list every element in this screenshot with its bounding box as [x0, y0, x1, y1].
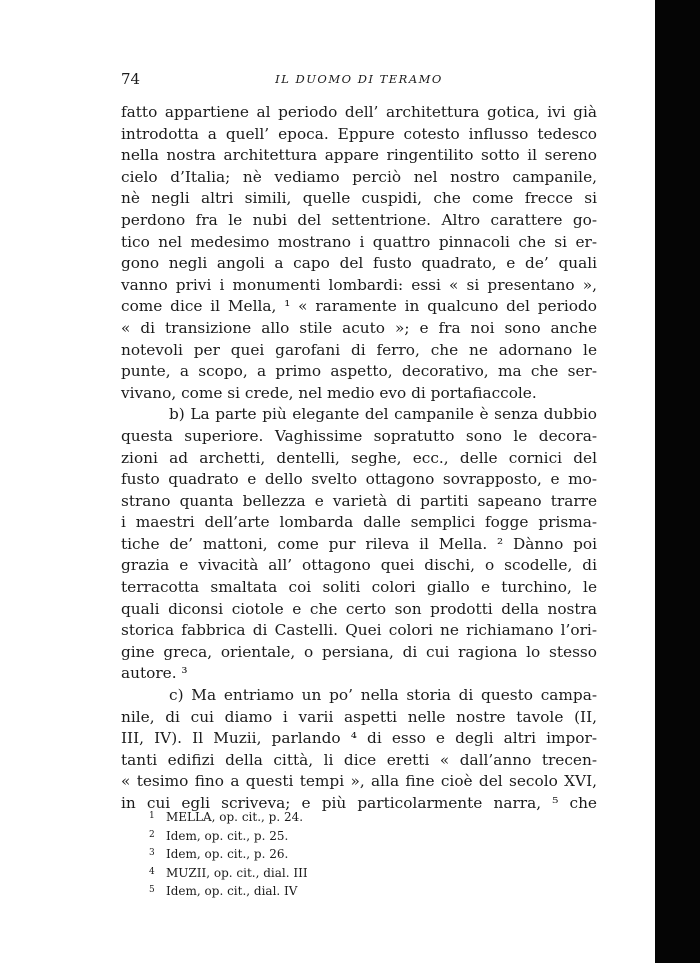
text-line: III, IV). Il Muzii, parlando ⁴ di esso e degli altri impor-: [121, 729, 597, 748]
text-line: quali diconsi ciotole e che certo son prodotti della nostra: [121, 599, 597, 618]
text-line: terracotta smaltata coi soliti colori giallo e turchino, le: [121, 578, 597, 597]
text-line: vanno privi i monumenti lombardi: essi « si presentano »,: [121, 275, 597, 294]
text-line: « tesimo fino a questi tempi », alla fine cioè del secolo XVI,: [121, 772, 597, 791]
text-line: tiche de’ mattoni, come pur rileva il Mella. ² Dànno poi: [121, 534, 597, 553]
text-line: zioni ad archetti, dentelli, seghe, ecc., delle cornici del: [121, 448, 597, 467]
text-line: notevoli per quei garofani di ferro, che ne adornano le: [121, 340, 597, 359]
text-line: nile, di cui diamo i varii aspetti nelle nostre tavole (II,: [121, 707, 597, 726]
text-line: in cui egli scriveva; e più particolarmente narra, ⁵ che: [121, 794, 597, 812]
text-line: questa superiore. Vaghissime sopratutto sono le decora-: [121, 426, 597, 445]
text-line: tico nel medesimo mostrano i quattro pinnacoli che si er-: [121, 232, 597, 251]
text-line: gono negli angoli a capo del fusto quadrato, e de’ quali: [121, 254, 597, 273]
text-line: nella nostra architettura appare ringentilito sotto il sereno: [121, 146, 597, 165]
scan-edge: [655, 0, 700, 963]
page-number: 74: [121, 70, 141, 88]
text-line: « di transizione allo stile acuto »; e fra noi sono anche: [121, 318, 597, 337]
text-line: i maestri dell’arte lombarda dalle semplici fogge prisma-: [121, 513, 597, 532]
footnote-text: MUZII, op. cit., dial. III: [166, 865, 308, 880]
footnote-number: 1: [149, 811, 155, 821]
text-line: c) Ma entriamo un po’ nella storia di questo campa-: [169, 686, 597, 705]
text-line: cielo d’Italia; nè vediamo perciò nel nostro campanile,: [121, 167, 597, 186]
footnote: [149, 808, 449, 827]
body-text: [121, 102, 597, 815]
text-line: come dice il Mella, ¹ « raramente in qualcuno del periodo: [121, 297, 597, 316]
text-line: nè negli altri simili, quelle cuspidi, che come frecce si: [121, 189, 597, 208]
footnote-number: 4: [149, 866, 155, 877]
footnotes: [149, 808, 449, 901]
text-line: tanti edifizi della città, li dice eretti « dall’anno trecen-: [121, 750, 597, 769]
text-line: fusto quadrato e dello svelto ottagono sovrapposto, e mo-: [121, 470, 597, 489]
footnote: [149, 864, 449, 883]
footnote: [149, 845, 449, 864]
page-header: [121, 70, 597, 92]
text-line: grazia e vivacità all’ ottagono quei dischi, o scodelle, di: [121, 556, 597, 575]
footnote-number: 2: [149, 829, 155, 840]
footnote: [149, 827, 449, 846]
text-line: fatto appartiene al periodo dell’ architettura gotica, ivi già: [121, 103, 597, 121]
footnote-text: MELLA, op. cit., p. 24.: [166, 810, 304, 824]
footnote: [149, 882, 449, 901]
footnote-number: 5: [149, 885, 155, 895]
text-line: perdono fra le nubi del settentrione. Altro carattere go-: [121, 210, 597, 229]
text-line: gine greca, orientale, o persiana, di cui ragiona lo stesso: [121, 642, 597, 661]
text-line: b) La parte più elegante del campanile è senza dubbio: [169, 405, 597, 424]
text-line: punte, a scopo, a primo aspetto, decorativo, ma che ser-: [121, 362, 597, 381]
text-line: storica fabbrica di Castelli. Quei colori ne richiamano l’ori-: [121, 621, 597, 640]
text-line: introdotta a quell’ epoca. Eppure cotesto influsso tedesco: [121, 124, 597, 143]
running-title: IL DUOMO DI TERAMO: [275, 72, 443, 86]
footnote-number: 3: [149, 848, 155, 858]
text-line: vivano, come si crede, nel medio evo di portafiaccole.: [121, 383, 537, 402]
footnote-text: Idem, op. cit., p. 26.: [166, 847, 289, 861]
footnote-text: Idem, op. cit., p. 25.: [166, 828, 289, 843]
text-line: strano quanta bellezza e varietà di partiti sapeano trarre: [121, 491, 597, 510]
footnote-text: Idem, op. cit., dial. IV: [166, 884, 298, 898]
text-line: autore. ³: [121, 664, 188, 683]
